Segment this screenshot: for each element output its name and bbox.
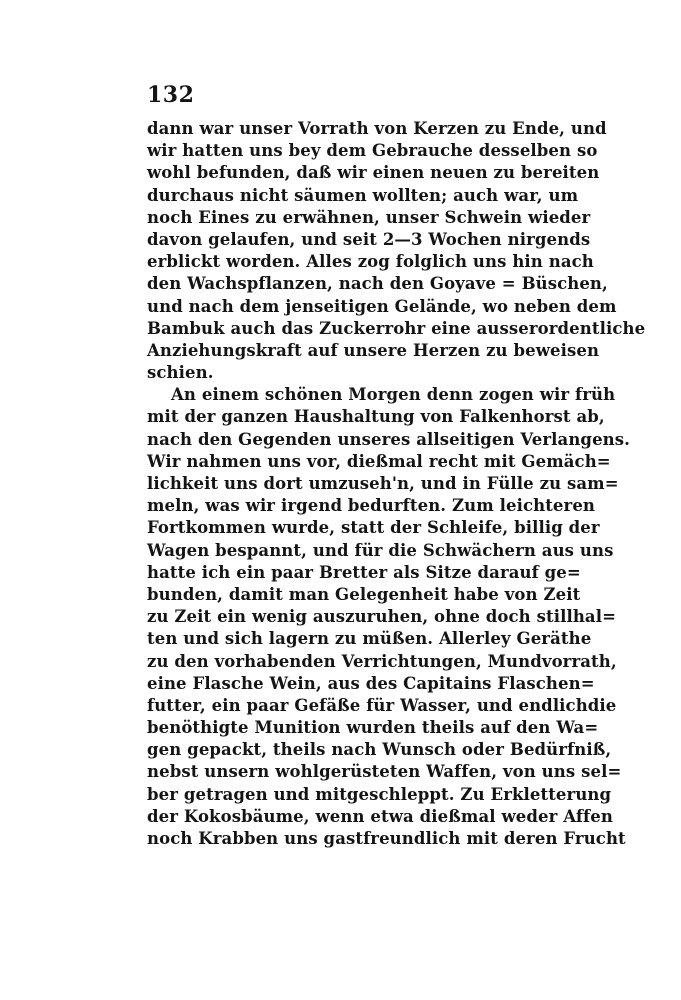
text-line: und nach dem jenseitigen Gelände, wo neben dem xyxy=(147,296,617,316)
text-line: meln, was wir irgend bedurften. Zum leichteren xyxy=(147,496,596,516)
text-line: Wagen bespannt, und für die Schwächern aus uns xyxy=(147,540,614,560)
text-line: nach den Gegenden unseres allseitigen Verlangens. xyxy=(147,429,630,449)
text-line: der Kokosbäume, wenn etwa dießmal weder Affen xyxy=(147,806,613,826)
text-line: dann war unser Vorrath von Kerzen zu Ende, und xyxy=(147,119,607,138)
text-line: hatte ich ein paar Bretter als Sitze darauf ge= xyxy=(147,562,581,582)
text-line: Anziehungskraft auf unsere Herzen zu beweisen xyxy=(147,340,600,360)
body-text xyxy=(147,118,646,850)
text-line: erblickt worden. Alles zog folglich uns hin nach xyxy=(147,252,594,272)
text-line: wir hatten uns bey dem Gebrauche desselben so xyxy=(147,141,598,161)
text-line: zu den vorhabenden Verrichtungen, Mundvorrath, xyxy=(147,651,617,671)
text-line: mit der ganzen Haushaltung von Falkenhorst ab, xyxy=(147,407,605,427)
text-line: Wir nahmen uns vor, dießmal recht mit Gemäch= xyxy=(147,451,611,471)
page-number: 132 xyxy=(147,82,195,108)
text-line: noch Krabben uns gastfreundlich mit deren Frucht xyxy=(147,829,626,848)
text-line: wohl befunden, daß wir einen neuen zu bereiten xyxy=(147,163,600,183)
text-line: noch Eines zu erwähnen, unser Schwein wieder xyxy=(147,207,591,227)
text-line: nebst unsern wohlgerüsteten Waffen, von uns sel= xyxy=(147,762,622,782)
text-line: gen gepackt, theils nach Wunsch oder Bedürfniß, xyxy=(147,740,612,760)
text-line: benöthigte Munition wurden theils auf den Wa= xyxy=(147,718,599,738)
text-line: ber getragen und mitgeschleppt. Zu Erkletterung xyxy=(147,784,612,804)
text-line: ten und sich lagern zu müßen. Allerley Geräthe xyxy=(147,629,592,649)
text-line: davon gelaufen, und seit 2—3 Wochen nirgends xyxy=(147,229,591,249)
text-line: eine Flasche Wein, aus des Capitains Flaschen= xyxy=(147,673,595,693)
text-line: Bambuk auch das Zuckerrohr eine ausserordentliche xyxy=(147,318,646,338)
text-line: durchaus nicht säumen wollten; auch war, um xyxy=(147,185,579,205)
text-line: bunden, damit man Gelegenheit habe von Zeit xyxy=(147,584,581,604)
text-line: den Wachspflanzen, nach den Goyave = Büschen, xyxy=(147,274,608,294)
text-line: zu Zeit ein wenig auszuruhen, ohne doch stillhal= xyxy=(147,607,617,627)
text-line: futter, ein paar Gefäße für Wasser, und endlichdie xyxy=(147,695,617,715)
text-line: lichkeit uns dort umzuseh'n, und in Fülle zu sam= xyxy=(147,474,619,493)
paragraph-start-line: An einem schönen Morgen denn zogen wir früh xyxy=(171,385,616,405)
text-line: Fortkommen wurde, statt der Schleife, billig der xyxy=(147,518,600,538)
paragraph-end-line: schien. xyxy=(147,363,214,383)
